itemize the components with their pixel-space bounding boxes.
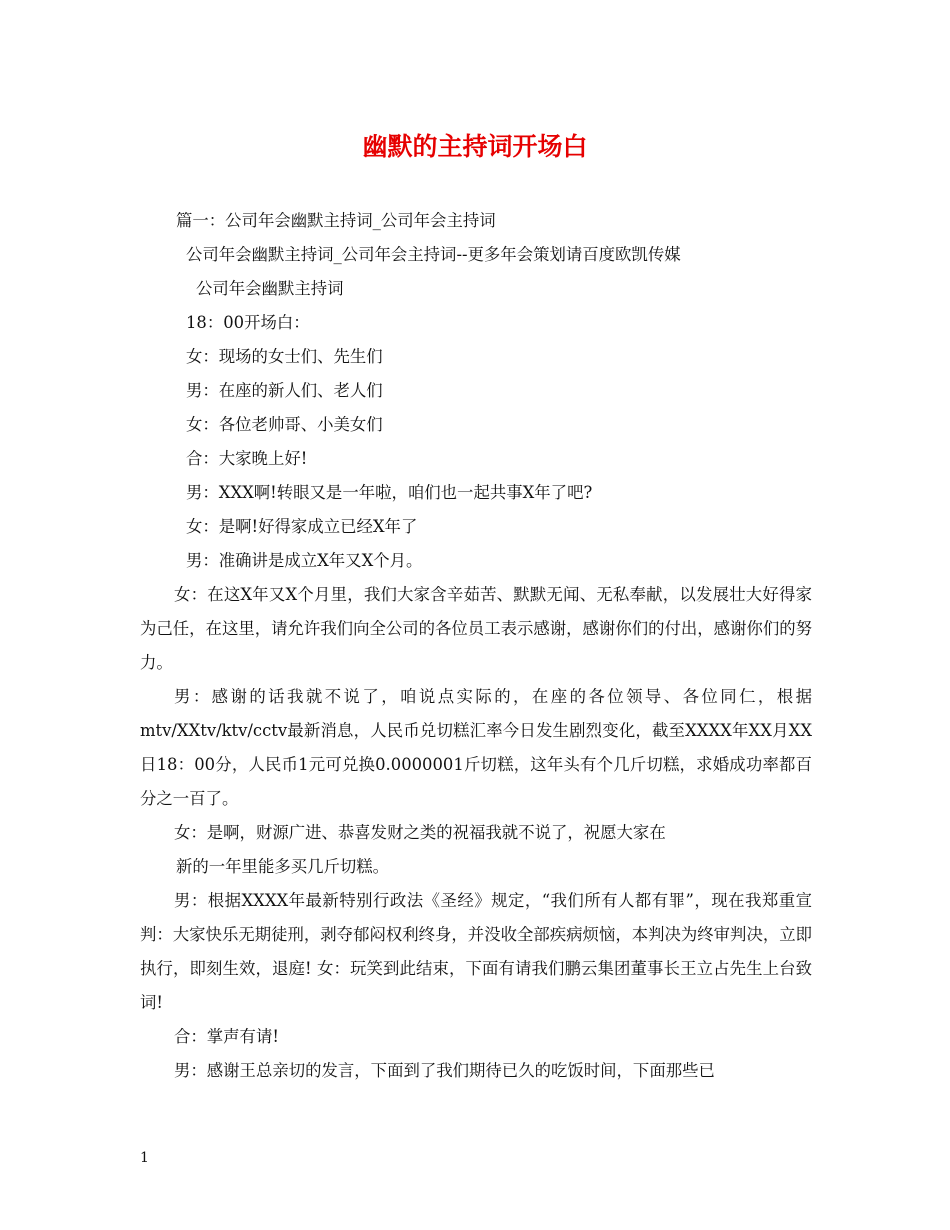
paragraph: 男：感谢王总亲切的发言，下面到了我们期待已久的吃饭时间，下面那些已 <box>174 1061 715 1080</box>
paragraph: 女：在这X年又X个月里，我们大家含辛茹苦、默默无闻、无私奉献，以发展壮大好得家为己任，在这里，请允许我们向全公司的各位员工表示感谢，感谢你们的付出，感谢你们的努力。 <box>140 585 813 672</box>
document-body <box>140 204 812 1088</box>
paragraph: 女：是啊，财源广进、恭喜发财之类的祝福我就不说了，祝愿大家在 <box>174 823 666 842</box>
text-line: 男：XXX啊!转眼又是一年啦，咱们也一起共事X年了吧? <box>186 483 593 502</box>
text-line: 公司年会幽默主持词 <box>196 279 344 298</box>
document-title: 幽默的主持词开场白 <box>362 132 588 161</box>
text-line: 公司年会幽默主持词_公司年会主持词--更多年会策划请百度欧凯传媒 <box>186 245 681 264</box>
text-line: 18：00开场白： <box>186 313 310 332</box>
paragraph: 合：掌声有请! <box>174 1027 279 1046</box>
page-number: 1 <box>140 1150 149 1166</box>
text-line: 男：在座的新人们、老人们 <box>186 381 383 400</box>
text-line: 男：准确讲是成立X年又X个月。 <box>186 551 423 570</box>
paragraph: 男：根据XXXX年最新特别行政法《圣经》规定，“我们所有人都有罪”，现在我郑重宣判：大家快乐无期徒刑，剥夺郁闷权利终身，并没收全部疾病烦恼，本判决为终审判决，立即执行，即刻生效，退庭! 女：玩笑到此结束，下面有请我们鹏云集团董事长王立占先生上台致词! <box>140 891 813 1012</box>
text-line: 女：是啊!好得家成立已经X年了 <box>186 517 418 536</box>
text-line: 新的一年里能多买几斤切糕。 <box>176 857 390 876</box>
paragraph: 男：感谢的话我就不说了，咱说点实际的，在座的各位领导、各位同仁，根据mtv/XXtv/ktv/cctv最新消息，人民币兑切糕汇率今日发生剧烈变化，截至XXXX年XX月XX日18：00分，人民币1元可兑换0.0000001斤切糕，这年头有个几斤切糕，求婚成功率都百分之一百了。 <box>140 687 812 808</box>
text-line: 篇一：公司年会幽默主持词_公司年会主持词 <box>176 211 496 230</box>
text-line: 女：各位老帅哥、小美女们 <box>186 415 383 434</box>
text-line: 合：大家晚上好! <box>186 449 308 468</box>
text-line: 女：现场的女士们、先生们 <box>186 347 383 366</box>
